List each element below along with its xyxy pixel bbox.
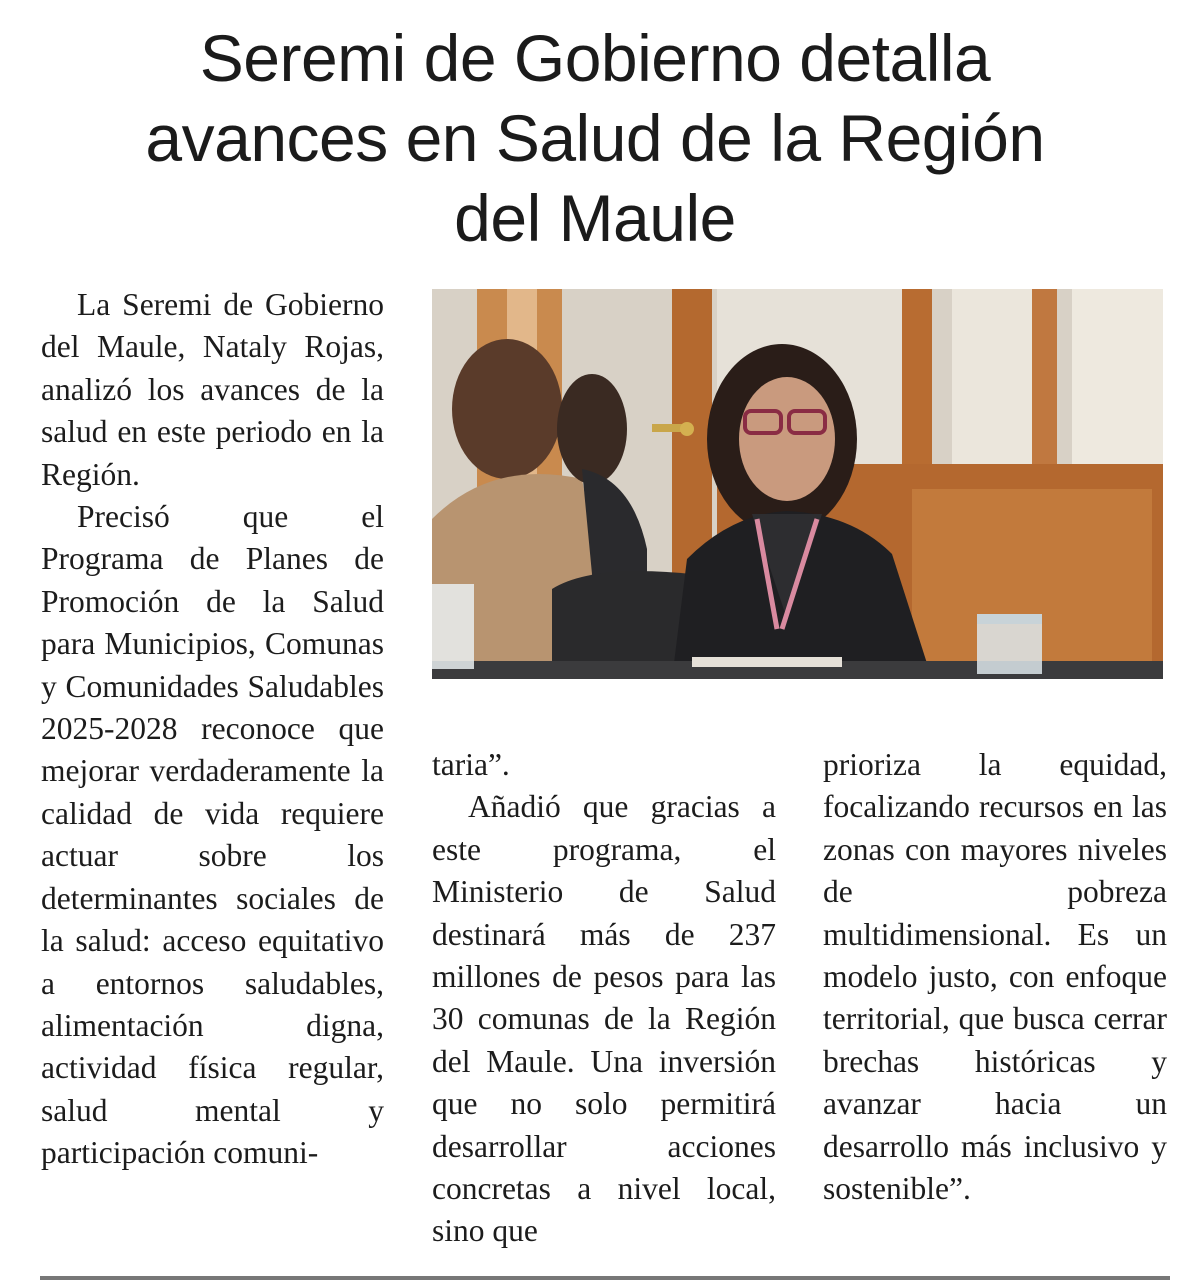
headline-line-2: avances en Salud de la Región	[145, 101, 1045, 175]
paragraph-investment: Añadió que gracias a este programa, el Ministerio de Salud destinará más de 237 millones de pesos para las 30 comunas de la Región del Maule. Una inversión que no solo permitirá desarrollar acciones concretas a nivel local, sino que	[432, 789, 776, 1249]
paragraph-intro: La Seremi de Gobierno del Maule, Nataly Rojas, analizó los avances de la salud en este periodo en la Región.	[41, 287, 384, 492]
article-column-2	[432, 744, 776, 1253]
paragraph-equity: prioriza la equidad, focalizando recursos en las zonas con mayores niveles de pobreza multidimensional. Es un modelo justo, con enfoque territorial, que busca cerrar brechas históricas y avanzar hacia un desarrollo más inclusivo y sostenible”.	[823, 747, 1167, 1207]
article-column-1	[41, 284, 384, 1175]
headline-line-3: del Maule	[454, 181, 736, 255]
article-column-3	[823, 744, 1167, 1210]
paragraph-program: Precisó que el Programa de Planes de Promoción de la Salud para Municipios, Comunas y Comunidades Saludables 2025-2028 reconoce que mejorar verdaderamente la calidad de vida requiere actuar sobre los determinantes sociales de la salud: acceso equitativo a entornos saludables, alimentación digna, actividad física regular, salud mental y participación comuni-	[41, 499, 384, 1171]
paragraph-continuation: taria”.	[432, 747, 510, 782]
bottom-divider	[40, 1276, 1170, 1280]
article-photo	[432, 289, 1163, 679]
headline-line-1: Seremi de Gobierno detalla	[199, 21, 991, 95]
article-headline	[20, 18, 1170, 258]
